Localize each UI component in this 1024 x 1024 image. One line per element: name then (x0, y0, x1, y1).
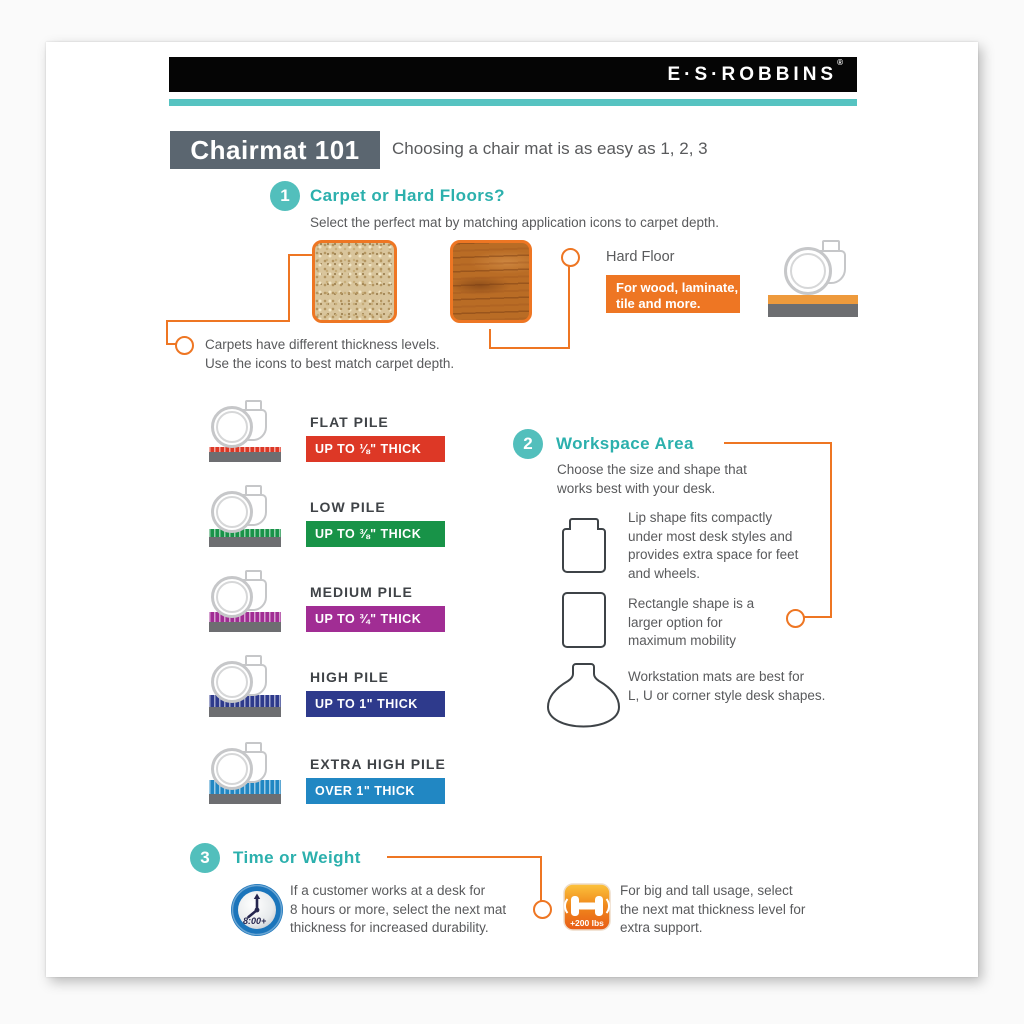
pile-row-flat (209, 400, 489, 464)
connector-workspace-seg1 (724, 442, 832, 444)
flat-pile-caster-icon (209, 400, 283, 462)
weight-icon (563, 883, 611, 936)
lip-shape-icon (560, 517, 608, 575)
hard-floor-label: Hard Floor (606, 249, 675, 265)
connector-time-seg1 (387, 856, 542, 858)
pile-row-high (209, 655, 489, 719)
hard-floor-base-layer (768, 304, 858, 317)
carpet-note-line2: Use the icons to best match carpet depth. (205, 355, 455, 371)
page-tagline: Choosing a chair mat is as easy as 1, 2, 3 (392, 139, 708, 158)
rectangle-text-line1: Rectangle shape is a (628, 596, 755, 611)
connector-workspace-seg3 (804, 616, 832, 618)
pile-row-low (209, 485, 489, 549)
carpet-note (205, 336, 454, 373)
caster-wheel (784, 247, 832, 295)
step2-badge: 2 (513, 429, 543, 459)
caster-wheel (211, 406, 253, 448)
step1-subheading: Select the perfect mat by matching application icons to carpet depth. (310, 215, 719, 230)
step2-subheading (557, 461, 747, 498)
hard-floor-callout-line2: tile and more. (616, 296, 701, 311)
connector-time-seg2 (540, 856, 542, 902)
time-text-line1: If a customer works at a desk for (290, 883, 486, 898)
infographic-page (46, 42, 978, 977)
connector-carpet-seg4 (166, 320, 168, 345)
carpet-note-line1: Carpets have different thickness levels. (205, 337, 440, 352)
hard-floor-caster-icon (768, 240, 858, 317)
pile-strip (209, 529, 281, 537)
pile-thickness-badge: UP TO 1" THICK (306, 691, 445, 717)
weight-badge-text: +200 lbs (570, 918, 604, 928)
weight-text-line3: extra support. (620, 920, 703, 935)
pile-thickness-badge: UP TO ⅜" THICK (306, 521, 445, 547)
brand-bar (169, 57, 857, 92)
step3-badge: 3 (190, 843, 220, 873)
page-title: Chairmat 101 (170, 131, 380, 169)
lip-text-line3: provides extra space for feet (628, 547, 799, 562)
hard-floor-callout (606, 275, 740, 313)
caster-wheel (211, 661, 253, 703)
connector-hardfloor-seg1 (489, 329, 491, 349)
hard-floor-mat-layer (768, 295, 858, 304)
caster-wheel (211, 748, 253, 790)
connector-workspace-seg2 (830, 442, 832, 618)
time-text-line3: thickness for increased durability. (290, 920, 489, 935)
pile-thickness-badge: UP TO ¾" THICK (306, 606, 445, 632)
pile-base (209, 452, 281, 462)
hard-floor-callout-line1: For wood, laminate, (616, 280, 739, 295)
pile-base (209, 622, 281, 632)
workstation-shape-text (628, 668, 825, 705)
teal-divider (169, 99, 857, 106)
pile-row-extra-high (209, 742, 489, 806)
weight-text-line2: the next mat thickness level for (620, 901, 806, 917)
connector-workspace-node (786, 609, 805, 628)
low-pile-caster-icon (209, 485, 283, 547)
high-pile-caster-icon (209, 655, 283, 717)
pile-base (209, 794, 281, 804)
step2-subheading-line2: works best with your desk. (557, 480, 716, 496)
workstation-shape-icon (545, 662, 623, 729)
hardwood-swatch-image (450, 240, 532, 323)
step3-heading: Time or Weight (233, 848, 361, 867)
clock-badge-text: 8:00+ (243, 916, 267, 926)
extra-high-pile-caster-icon (209, 742, 283, 804)
connector-carpet-node (175, 336, 194, 355)
lip-shape-text (628, 509, 798, 583)
time-text-line2: 8 hours or more, select the next mat (290, 901, 507, 917)
clock-icon (230, 883, 284, 942)
step1-heading: Carpet or Hard Floors? (310, 186, 505, 205)
connector-hardfloor-seg3 (568, 262, 570, 349)
caster-wheel (211, 491, 253, 533)
rectangle-text-line2: larger option for (628, 614, 723, 630)
step2-subheading-line1: Choose the size and shape that (557, 462, 747, 477)
workstation-text-line2: L, U or corner style desk shapes. (628, 687, 826, 703)
connector-carpet-seg3 (166, 320, 290, 322)
weight-text (620, 882, 805, 938)
pile-base (209, 707, 281, 717)
pile-name: FLAT PILE (310, 414, 389, 430)
lip-text-line4: and wheels. (628, 565, 701, 581)
rectangle-text-line3: maximum mobility (628, 633, 737, 648)
pile-name: EXTRA HIGH PILE (310, 756, 446, 772)
pile-name: LOW PILE (310, 499, 386, 515)
brand-logo: E·S·ROBBINS® (667, 57, 843, 85)
pile-name: HIGH PILE (310, 669, 390, 685)
step2-heading: Workspace Area (556, 434, 694, 453)
connector-hardfloor-node (561, 248, 580, 267)
caster-wheel (211, 576, 253, 618)
registered-mark: ® (837, 57, 843, 67)
connector-carpet-seg1 (288, 254, 312, 256)
weight-text-line1: For big and tall usage, select (620, 883, 793, 898)
connector-hardfloor-seg2 (489, 347, 570, 349)
pile-thickness-badge: UP TO ⅛" THICK (306, 436, 445, 462)
time-text (290, 882, 506, 938)
connector-carpet-seg2 (288, 254, 290, 322)
pile-thickness-badge: OVER 1" THICK (306, 778, 445, 804)
rectangle-shape-text (628, 595, 754, 651)
pile-base (209, 537, 281, 547)
rectangle-shape-icon (560, 591, 608, 649)
step1-badge: 1 (270, 181, 300, 211)
lip-text-line2: under most desk styles and (628, 528, 793, 544)
caster-wheel-inner (790, 253, 826, 289)
carpet-swatch-image (312, 240, 397, 323)
pile-name: MEDIUM PILE (310, 584, 413, 600)
lip-text-line1: Lip shape fits compactly (628, 510, 773, 525)
connector-time-node (533, 900, 552, 919)
medium-pile-caster-icon (209, 570, 283, 632)
pile-row-medium (209, 570, 489, 634)
workstation-text-line1: Workstation mats are best for (628, 669, 805, 684)
